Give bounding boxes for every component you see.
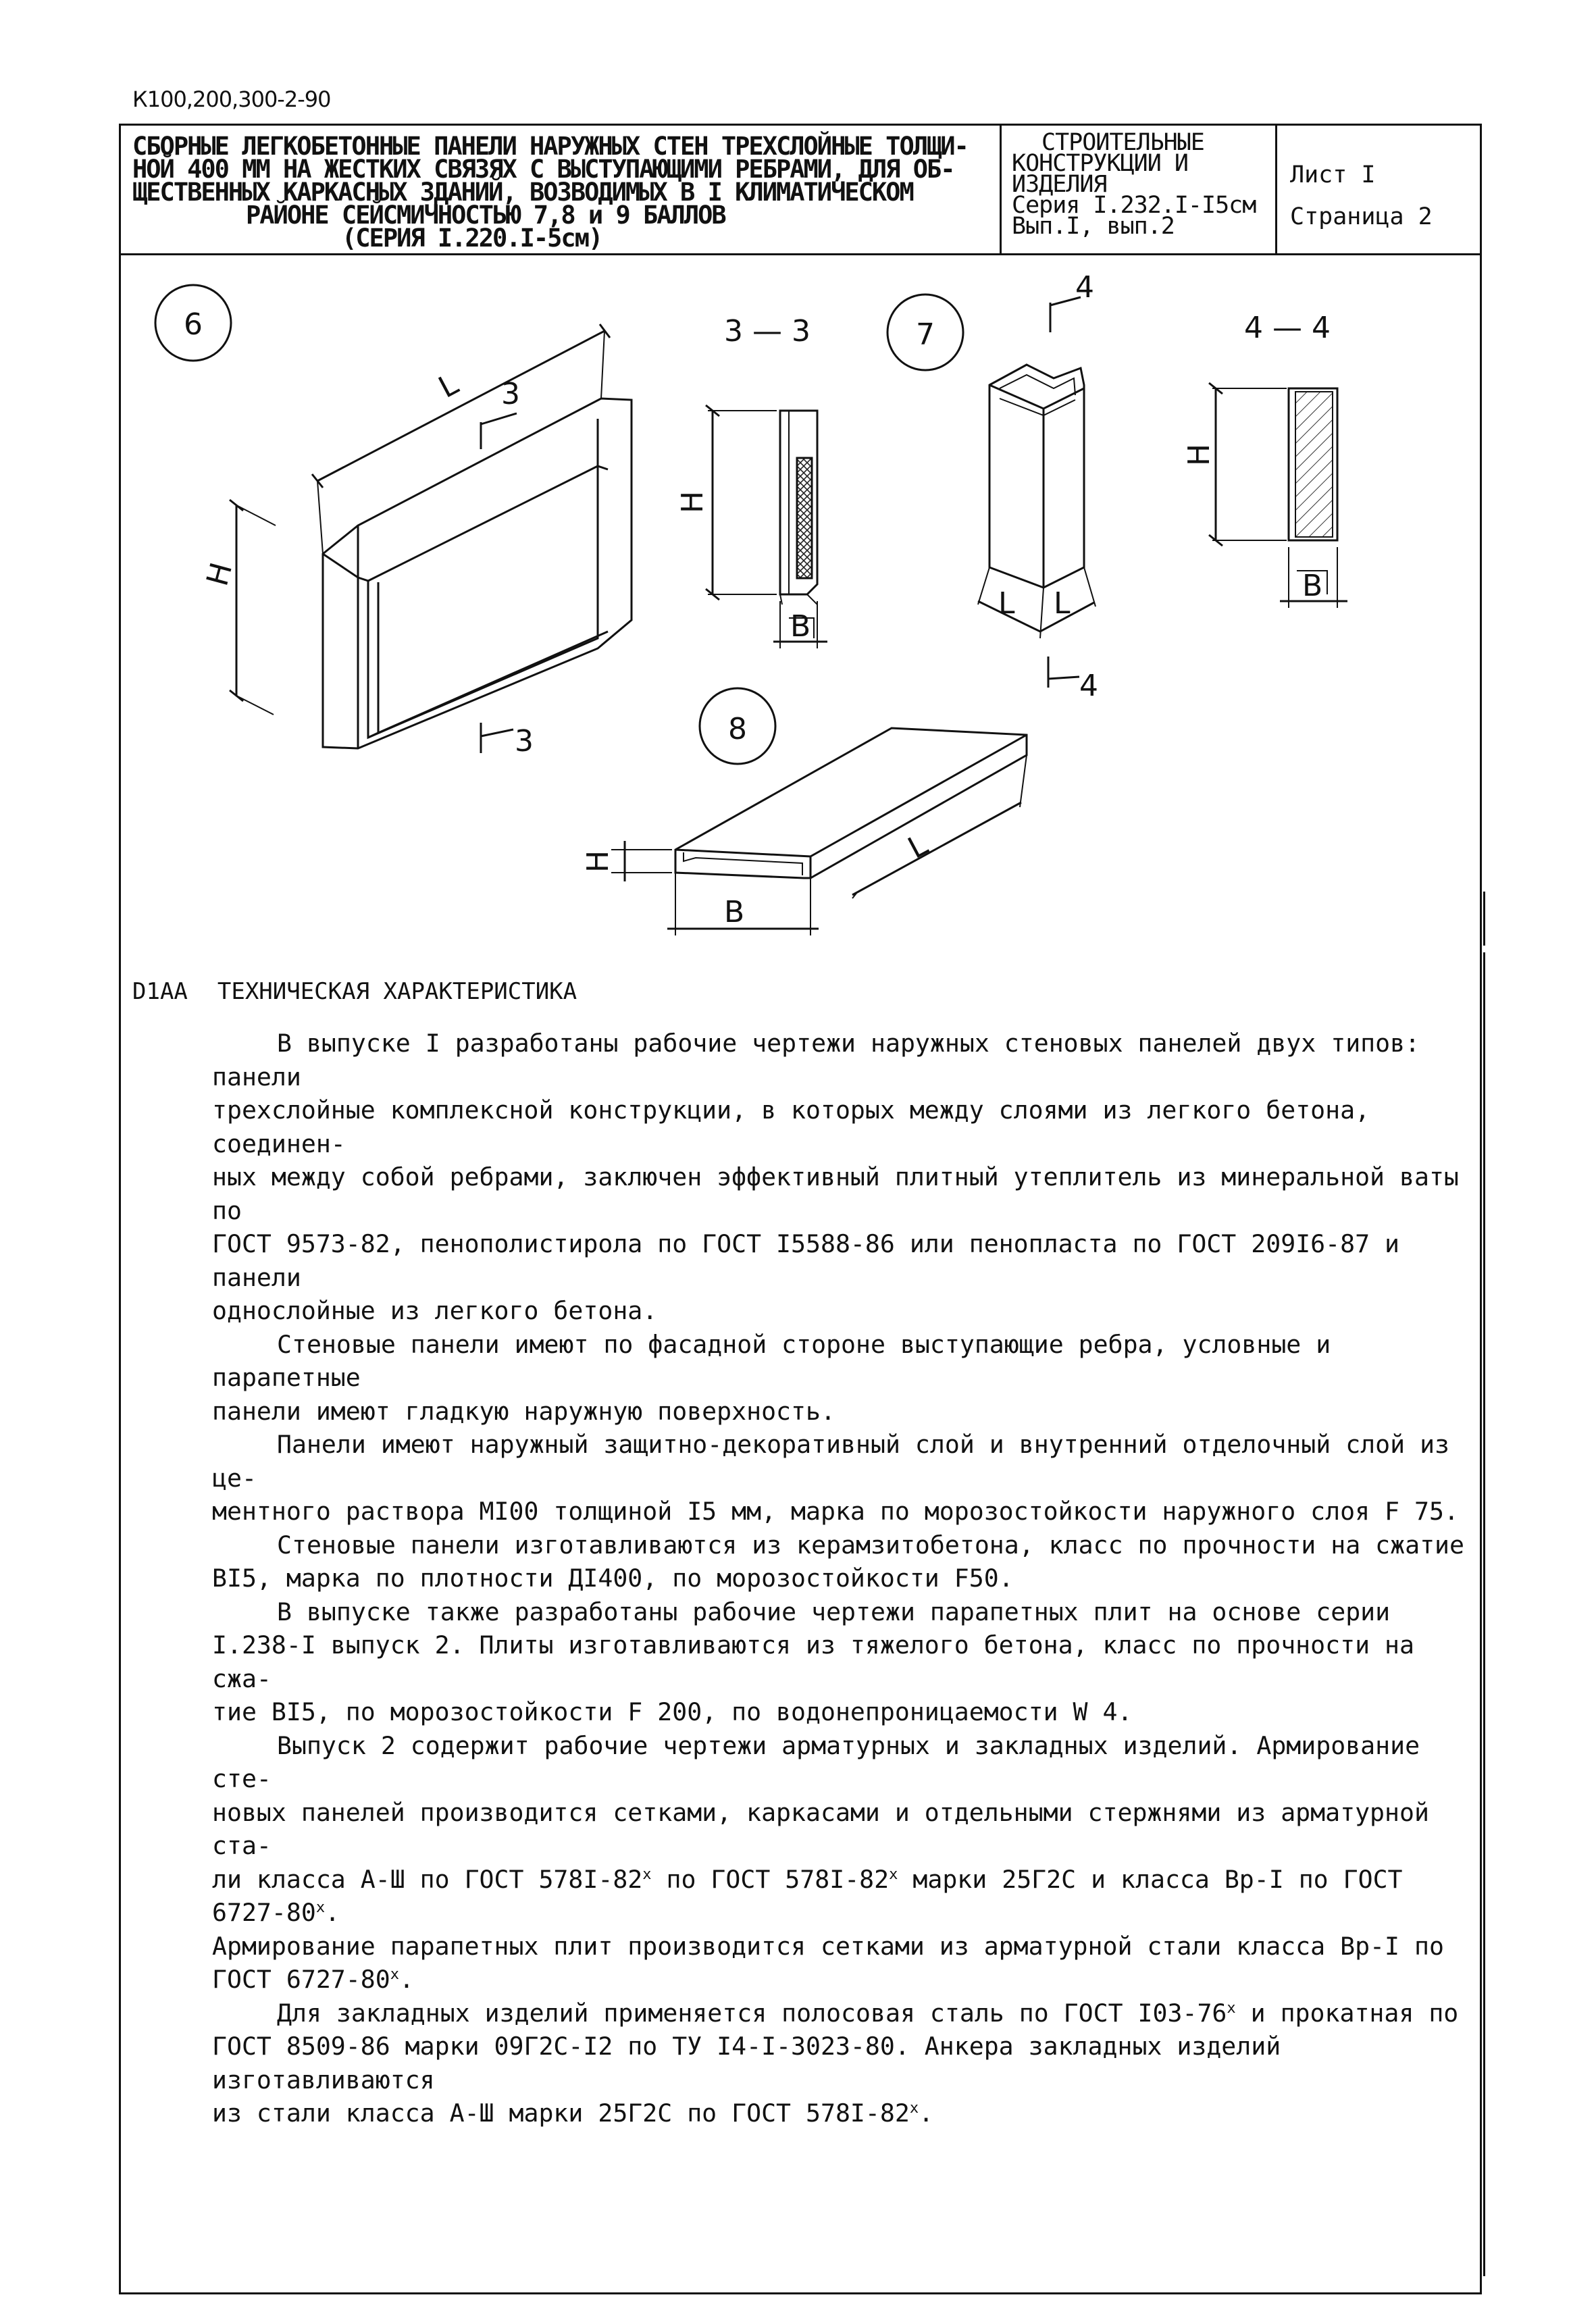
dim-label-H: H [1182, 443, 1216, 466]
margin-mark [1483, 952, 1485, 2276]
paragraph [212, 1997, 1475, 2130]
text-line: ментного раствора MI00 толщиной I5 мм, марка по морозостойкости наружного слоя F 75. [212, 1497, 1459, 1526]
text-line: Панели имеют наружный защитно-декоративный слой и внутренний отделочный слой из це- [212, 1430, 1450, 1493]
text-line: однослойные из легкого бетона. [212, 1296, 658, 1325]
series-line: Вып.I, вып.2 [1012, 213, 1175, 240]
section-edge [780, 594, 817, 605]
dim-extension [1212, 388, 1287, 540]
dim-extension [978, 567, 1096, 638]
paragraph [212, 1729, 1475, 1997]
dim-label-B: B [790, 609, 811, 644]
dim-line-L [978, 601, 1094, 632]
series-line: ИЗДЕЛИЯ [1012, 171, 1107, 198]
title-line: СБОРНЫЕ ЛЕГКОБЕТОННЫЕ ПАНЕЛИ НАРУЖНЫХ СТЕН ТРЕХСЛОЙНЫЕ ТОЛЩИ- [132, 132, 968, 161]
technical-text [212, 1027, 1475, 2130]
text-line: BI5, марка по плотности ДI400, по морозостойкости F50. [212, 1564, 1014, 1593]
figure-6-number: 6 [184, 307, 203, 342]
sheet-number: Лист I [1290, 161, 1376, 188]
text-line: I.238-I выпуск 2. Плиты изготавливаются из тяжелого бетона, класс по прочности на сжа- [212, 1630, 1414, 1693]
section-4-4-title: 4 — 4 [1244, 311, 1331, 345]
margin-mark [1483, 892, 1485, 946]
panel-inner-frame [368, 466, 608, 581]
dim-label-L: L [902, 827, 933, 866]
panel-outline [323, 398, 632, 748]
text-line: ли класса А-Ш по ГОСТ 578I-82$^x$ по ГОСТ 578I-82$^x$ марки 25Г2С и класса Вр-I по ГОСТ 6727-80$^x$. [212, 1864, 1403, 1927]
section-code: D1AA [132, 978, 188, 1005]
section-insulation [797, 458, 812, 578]
section-mark-4-label: 4 [1079, 669, 1098, 703]
figure-7-number: 7 [916, 317, 935, 352]
section-heading [132, 978, 607, 1005]
figure-6-panel [155, 285, 632, 759]
paragraph [212, 1528, 1475, 1595]
text-line: Стеновые панели имеют по фасадной стороне выступающие ребра, условные и парапетные [212, 1329, 1331, 1392]
dim-label-L: L [433, 367, 464, 405]
panel-rib [368, 632, 608, 738]
dim-extension [236, 505, 276, 715]
section-4-4-hatch [1295, 392, 1333, 537]
text-line: ГОСТ 6727-80$^x$. [212, 1965, 414, 1994]
slab-top-edge [675, 735, 1027, 856]
title-line: ЩЕСТВЕННЫХ КАРКАСНЫХ ЗДАНИЙ, ВОЗВОДИМЫХ В I КЛИМАТИЧЕСКОМ [132, 178, 913, 207]
section-mark-4-label: 4 [1075, 270, 1094, 305]
text-line: ных между собой ребрами, заключен эффективный плитный утеплитель из минеральной ваты по [212, 1162, 1459, 1225]
dim-label-B: B [724, 895, 745, 929]
column-top-edge [989, 385, 1084, 409]
dim-line-L [317, 331, 604, 481]
dim-label-H: H [200, 559, 240, 590]
text-line: ГОСТ 9573-82, пенополистирола по ГОСТ I5588-86 или пенопласта по ГОСТ 209I6-87 и панели [212, 1229, 1399, 1292]
series-line: Серия I.232.I-I5см [1012, 192, 1256, 219]
paragraph [212, 1328, 1475, 1429]
text-line: Выпуск 2 содержит рабочие чертежи арматурных и закладных изделий. Армирование сте- [212, 1730, 1420, 1793]
text-line: Стеновые панели изготавливаются из керамзитобетона, класс по прочности на сжатие [277, 1530, 1464, 1560]
text-line: новых панелей производится сетками, каркасами и отдельными стержнями из арматурной ста- [212, 1797, 1429, 1860]
dim-label-B: B [1302, 569, 1323, 603]
section-mark-4-bottom [1048, 657, 1079, 688]
text-line: тие BI5, по морозостойкости F 200, по водонепроницаемости W 4. [212, 1697, 1133, 1726]
text-line: панели имеют гладкую наружную поверхность. [212, 1396, 835, 1426]
slab-outline [675, 728, 1027, 878]
dim-label-H: H [581, 850, 615, 873]
document-code: К100,200,300-2-90 [132, 86, 331, 112]
title-line: НОЙ 400 ММ НА ЖЕСТКИХ СВЯЗЯХ С ВЫСТУПАЮЩИМИ РЕБРАМИ, ДЛЯ ОБ- [132, 155, 954, 184]
text-line: из стали класса А-Ш марки 25Г2С по ГОСТ 578I-82$^x$. [212, 2099, 934, 2128]
section-4-4 [1182, 311, 1347, 608]
page-number: Страница 2 [1290, 203, 1433, 230]
figure-8-number: 8 [728, 712, 747, 746]
text-line: Для закладных изделий применяется полосовая сталь по ГОСТ I03-76$^x$ и прокатная по [277, 1998, 1459, 2028]
figure-8-parapet-slab [581, 688, 1027, 935]
dim-extension [708, 411, 777, 594]
text-line: В выпуске также разработаны рабочие чертежи парапетных плит на основе серии [277, 1597, 1391, 1626]
section-title: ТЕХНИЧЕСКАЯ ХАРАКТЕРИСТИКА [217, 978, 577, 1005]
dim-extension [852, 755, 1027, 898]
text-line: Армирование парапетных плит производится сетками из арматурной стали класса Вр-I по [212, 1931, 1444, 1961]
panel-edge [323, 554, 358, 577]
paragraph [212, 1428, 1475, 1528]
drawings-area [0, 0, 1596, 959]
text-line: ГОСТ 8509-86 марки 09Г2С-I2 по ТУ I4-I-3023-80. Анкера закладных изделий изготавливаются [212, 2032, 1281, 2094]
text-line: В выпуске I разработаны рабочие чертежи наружных стеновых панелей двух типов: панели [212, 1029, 1420, 1091]
section-mark-3-bottom [481, 723, 513, 753]
figure-7-column [887, 270, 1098, 703]
section-mark-3-label: 3 [501, 377, 520, 411]
section-3-3 [675, 314, 827, 648]
dim-label-H: H [675, 490, 710, 513]
dim-extension [611, 850, 672, 873]
dim-line-L [852, 802, 1021, 895]
paragraph [212, 1595, 1475, 1729]
title-line: (СЕРИЯ I.220.I-5см) [342, 224, 602, 253]
text-line: трехслойные комплексной конструкции, в которых между слоями из легкого бетона, соединен- [212, 1096, 1370, 1158]
dim-label-L: L [1054, 586, 1071, 621]
title-line: РАЙОНЕ СЕЙСМИЧНОСТЬЮ 7,8 и 9 БАЛЛОВ [246, 201, 725, 230]
paragraph [212, 1027, 1475, 1328]
dim-label-L: L [998, 586, 1015, 621]
series-line: КОНСТРУКЦИИ И [1012, 150, 1188, 177]
series-line: СТРОИТЕЛЬНЫЕ [1041, 129, 1204, 156]
column-outline [989, 365, 1084, 588]
column-cap [1000, 375, 1075, 395]
section-mark-3-label: 3 [515, 724, 534, 759]
dim-extension [317, 331, 604, 554]
section-mark-3-top [481, 413, 517, 449]
section-3-3-title: 3 — 3 [724, 314, 810, 349]
